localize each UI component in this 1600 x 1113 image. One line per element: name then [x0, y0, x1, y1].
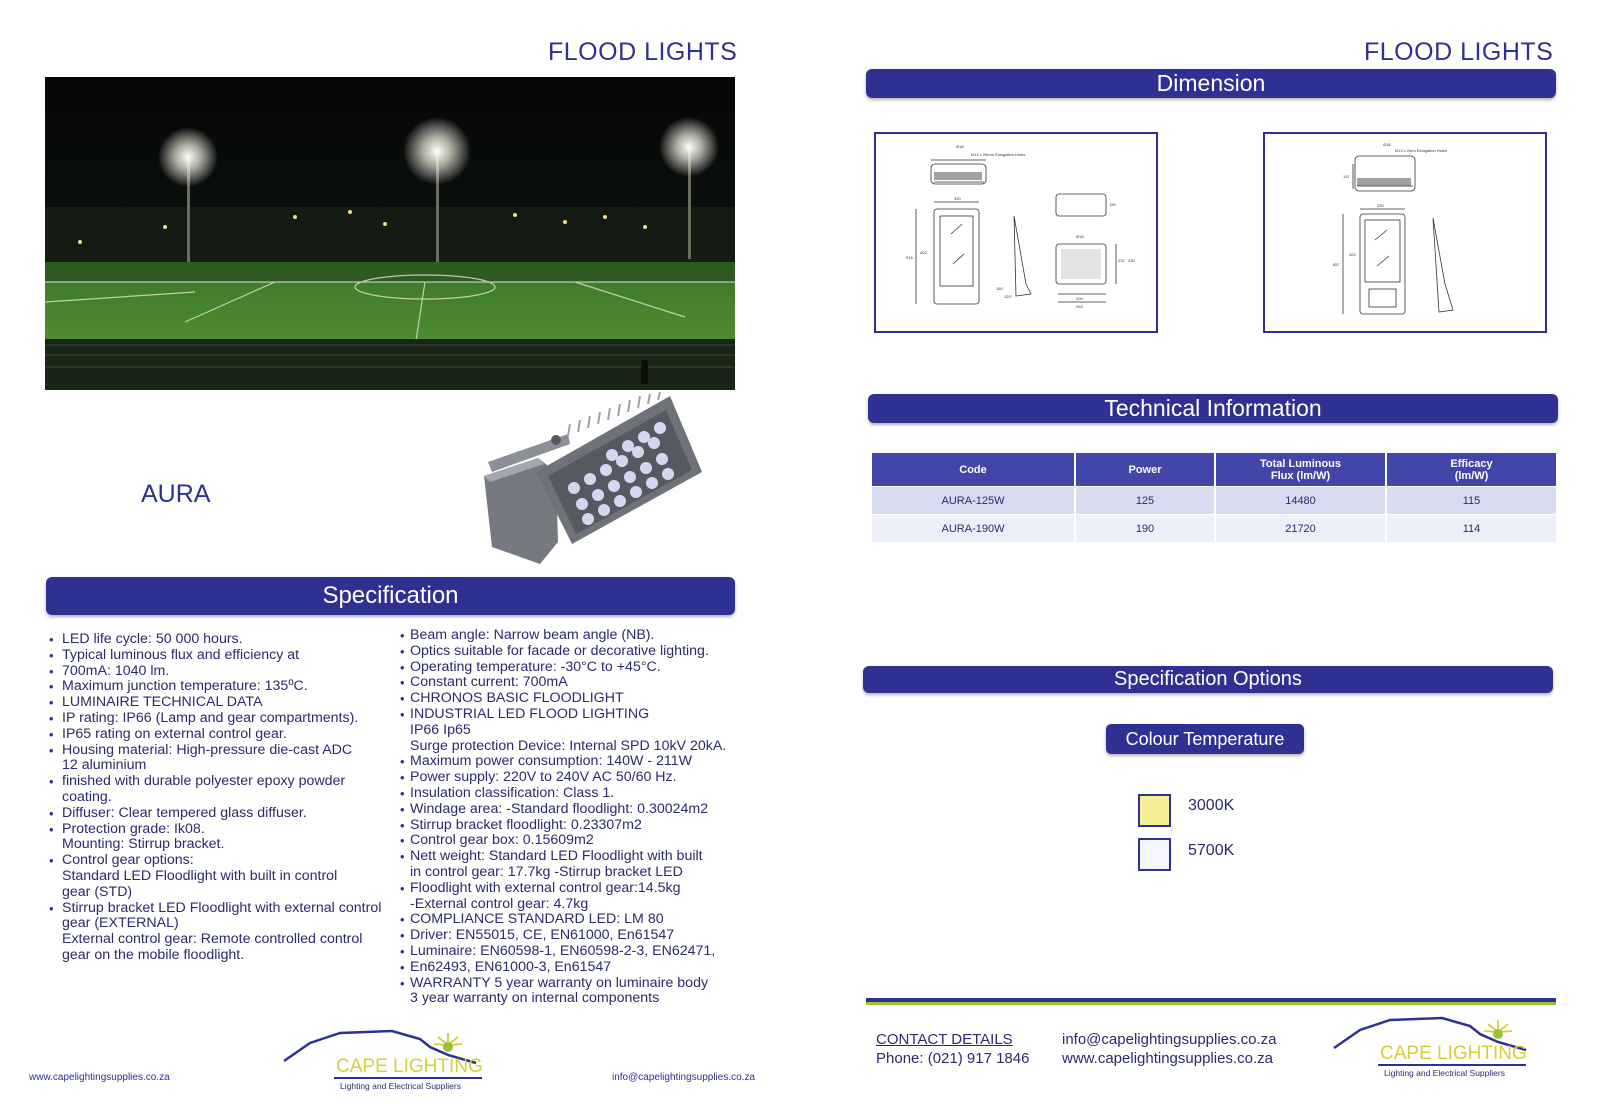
table-header-code: Code [872, 453, 1074, 486]
logo-name-right: CAPE LIGHTING [1380, 1043, 1527, 1064]
right-page-title: FLOOD LIGHTS [1364, 38, 1554, 66]
specification-options-banner-label: Specification Options [1114, 668, 1302, 690]
spec-right-item: • Windage area: -Standard floodlight: 0.30024m2 [400, 802, 760, 818]
logo-name-left: CAPE LIGHTING [336, 1056, 483, 1077]
dimension-drawing-standard [874, 132, 1158, 333]
dim-label-b5: 137 [1343, 174, 1350, 179]
specification-banner [46, 577, 735, 615]
cape-lighting-logo-right [1330, 1012, 1540, 1087]
specification-options-banner [863, 666, 1553, 693]
dim-label-a3: 190 [1109, 202, 1116, 207]
spec-list-left [46, 632, 406, 964]
spec-right-item: • COMPLIANCE STANDARD LED: LM 80 [400, 912, 760, 928]
dim-label-a10: 120° [1004, 294, 1013, 299]
dim-label-a12: 402 [920, 250, 927, 255]
table-row [872, 487, 1556, 514]
dimension-banner-label: Dimension [1156, 70, 1266, 96]
spec-right-item: • Control gear box: 0.15609m2 [400, 833, 760, 849]
dim-label-a8: 263 [1076, 304, 1083, 309]
swatch-3000k [1138, 794, 1171, 827]
contact-phone: Phone: (021) 917 1846 [876, 1050, 1030, 1067]
dim-label-b4: 857 [1333, 262, 1340, 267]
spec-right-item: • Maximum power consumption: 140W - 211W [400, 754, 760, 770]
contact-heading: CONTACT DETAILS [876, 1031, 1013, 1048]
spec-right-item: • Optics suitable for facade or decorative lighting. [400, 644, 760, 660]
spec-right-item: • Constant current: 700mA [400, 675, 760, 691]
stadium-photo-image [45, 77, 735, 390]
dimension-drawing-standard-image [876, 134, 1156, 331]
footer-website: www.capelightingsupplies.co.za [29, 1072, 170, 1083]
contact-website[interactable]: www.capelightingsupplies.co.za [1062, 1050, 1273, 1067]
spec-right-item: • WARRANTY 5 year warranty on luminaire body 3 year warranty on internal components [400, 976, 760, 1008]
swatch-3000k-label: 3000K [1188, 797, 1235, 814]
cape-lighting-logo-left [280, 1025, 490, 1095]
dim-label-a2: 330 [954, 196, 961, 201]
left-page-title: FLOOD LIGHTS [548, 38, 738, 66]
swatch-5700k [1138, 838, 1171, 871]
table-cell: 114 [1387, 515, 1556, 542]
contact-online [1062, 1030, 1277, 1068]
spec-left-item: • IP rating: IP66 (Lamp and gear compartments). [46, 711, 406, 727]
spec-list-right [400, 628, 760, 1007]
table-cell: 14480 [1216, 487, 1385, 514]
table-row [872, 515, 1556, 542]
spec-left-item: • Stirrup bracket LED Floodlight with external control gear (EXTERNAL) External control gear: Remote controlled control gear on the mobile floodlight. [46, 901, 406, 964]
footer-email: info@capelightingsupplies.co.za [612, 1072, 756, 1083]
spec-right-item: • Floodlight with external control gear:14.5kg -External control gear: 4.7kg [400, 881, 760, 913]
spec-left-item: • Typical luminous flux and efficiency at [46, 648, 406, 664]
spec-left-item: • Protection grade: Ik08. Mounting: Stirrup bracket. [46, 822, 406, 854]
dim-label-a9: 180 [996, 286, 1003, 291]
table-cell: 190 [1076, 515, 1214, 542]
dim-label-b3: 402 [1349, 252, 1356, 257]
dim-label-a1: Ø13 x 29mm Elongation Holes [971, 152, 1026, 157]
spec-right-item: • INDUSTRIAL LED FLOOD LIGHTING IP66 Ip65 Surge protection Device: Internal SPD 10kV 20kA. [400, 707, 760, 754]
spec-left-item: • IP65 rating on external control gear. [46, 727, 406, 743]
table-cell: 21720 [1216, 515, 1385, 542]
stadium-photo [45, 77, 735, 390]
contact-details [876, 1030, 1029, 1068]
spec-right-item: • Stirrup bracket floodlight: 0.23307m2 [400, 818, 760, 834]
dimension-drawing-stirrup [1263, 132, 1547, 333]
dimension-banner [866, 69, 1556, 98]
spec-right-item: • Insulation classification: Class 1. [400, 786, 760, 802]
dim-label-a0: Ø18 [956, 144, 964, 149]
table-cell: 115 [1387, 487, 1556, 514]
spec-left-item: • Housing material: High-pressure die-cast ADC 12 aluminium [46, 743, 406, 775]
spec-right-item: • Operating temperature: -30°C to +45°C. [400, 660, 760, 676]
contact-email[interactable]: info@capelightingsupplies.co.za [1062, 1031, 1277, 1048]
spec-right-item: • Beam angle: Narrow beam angle (NB). [400, 628, 760, 644]
spec-right-item: • Luminaire: EN60598-1, EN60598-2-3, EN62471, [400, 944, 760, 960]
spec-right-item: • CHRONOS BASIC FLOODLIGHT [400, 691, 760, 707]
floodlight-product-image [478, 392, 718, 570]
spec-left-item: • Maximum junction temperature: 135ºC. [46, 679, 406, 695]
product-name: AURA [141, 480, 211, 508]
table-header-power: Power [1076, 453, 1214, 486]
table-header-efficacy: Efficacy (lm/W) [1387, 453, 1556, 486]
technical-information-banner [868, 394, 1558, 423]
dim-label-b1: Ø13 x 2mm Elongation Holes [1395, 148, 1448, 153]
table-cell: 125 [1076, 487, 1214, 514]
spec-left-item: • Control gear options: Standard LED Floodlight with built in control gear (STD) [46, 853, 406, 900]
swatch-5700k-label: 5700K [1188, 842, 1235, 859]
table-cell: AURA-125W [872, 487, 1074, 514]
floodlight-image [478, 392, 718, 570]
technical-table-grid [870, 452, 1558, 543]
dim-label-a6: 230 [1128, 258, 1135, 263]
table-header-row [872, 453, 1556, 486]
spec-left-item: • 700mA: 1040 lm. [46, 664, 406, 680]
dim-label-a7: 200 [1076, 296, 1083, 301]
dim-label-b2: 330 [1377, 203, 1384, 208]
footer-divider-accent [866, 1002, 1556, 1005]
dim-label-a5: 232 [1118, 258, 1125, 263]
colour-temperature-banner [1106, 724, 1304, 754]
spec-left-item: • LED life cycle: 50 000 hours. [46, 632, 406, 648]
spec-left-item: • finished with durable polyester epoxy powder coating. [46, 774, 406, 806]
spec-right-item: • Driver: EN55015, CE, EN61000, En61547 [400, 928, 760, 944]
dim-label-a11: 916 [906, 255, 913, 260]
dimension-drawing-stirrup-image [1265, 134, 1545, 331]
spec-left-item: • Diffuser: Clear tempered glass diffuser. [46, 806, 406, 822]
spec-right-item: • Power supply: 220V to 240V AC 50/60 Hz. [400, 770, 760, 786]
specification-banner-label: Specification [322, 582, 459, 609]
logo-tagline-right: Lighting and Electrical Suppliers [1384, 1068, 1505, 1078]
technical-table [870, 452, 1560, 543]
spec-left-item: • LUMINAIRE TECHNICAL DATA [46, 695, 406, 711]
spec-right-item: • Nett weight: Standard LED Floodlight with built in control gear: 17.7kg -Stirrup bracket LED [400, 849, 760, 881]
logo-tagline-left: Lighting and Electrical Suppliers [340, 1081, 461, 1091]
table-header-flux: Total Luminous Flux (lm/W) [1216, 453, 1385, 486]
dim-label-a4: Ø18 [1076, 234, 1084, 239]
technical-information-banner-label: Technical Information [1104, 395, 1322, 421]
table-cell: AURA-190W [872, 515, 1074, 542]
spec-right-item: • En62493, EN61000-3, En61547 [400, 960, 760, 976]
dim-label-b0: Ø18 [1383, 142, 1391, 147]
colour-temperature-label: Colour Temperature [1125, 729, 1285, 749]
